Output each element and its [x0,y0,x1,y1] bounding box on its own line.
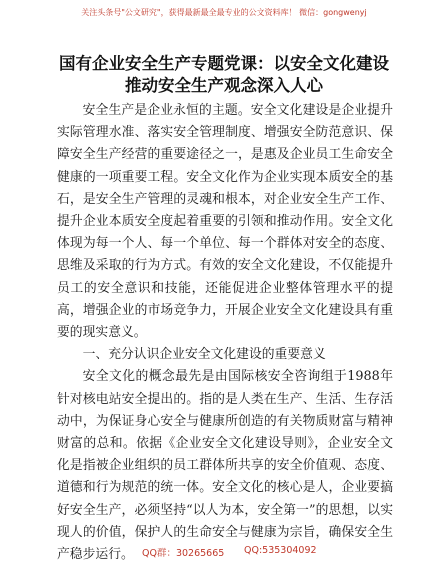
body-paragraph: 安全文化的概念最先是由国际核安全咨询组于1988年针对核电站安全提出的。指的是人类在生产、生活、生存活动中，为保证身心安全与健康所创造的有关物质财富与精神财富的总和。依据《企业安全文化建设导则》，企业安全文化是指被企业组织的员工群体所共享的安全价值观、态度、道德和行为规范的统一体。安全文化的核心是人，企业要搞好安全生产，必须坚持“以人为本，安全第一”的思想，以实现人的价值，保护人的生命安全与健康为宗旨，确保安全生产稳步运行。 [57,369,393,563]
qq-group-number: QQ群：30265665 [142,548,225,559]
qq-number: QQ:535304092 [244,545,317,556]
section-heading: 一、充分认识企业安全文化建设的重要意义 [82,347,326,363]
body-paragraph: 安全生产是企业永恒的主题。安全文化建设是企业提升实际管理水准、落实安全管理制度、增强安全防范意识、保障安全生产经营的重要途径之一，是惠及企业员工生命安全健康的一项重要工程。安全文化作为企业实现本质安全的基石，是安全生产管理的灵魂和根本，对企业安全生产工作、提升企业本质安全度起着重要的引领和推动作用。安全文化体现为每一个人、每一个单位、每一个群体对安全的态度、思维及采取的行为方式。有效的安全文化建设，不仅能提升员工的安全意识和技能，还能促进企业整体管理水平的提高，增强企业的市场竞争力，开展企业安全文化建设具有重要的现实意义。 [57,103,393,341]
document-title [40,53,408,97]
title-line-1: 国有企业安全生产专题党课：以安全文化建设 [59,54,389,73]
title-line-2: 推动安全生产观念深入人心 [125,76,323,95]
header-note: 关注头条号"公文研究"，获得最新最全最专业的公文资料库！ 微信：gongwenyj [81,8,367,17]
document-body [57,100,393,566]
